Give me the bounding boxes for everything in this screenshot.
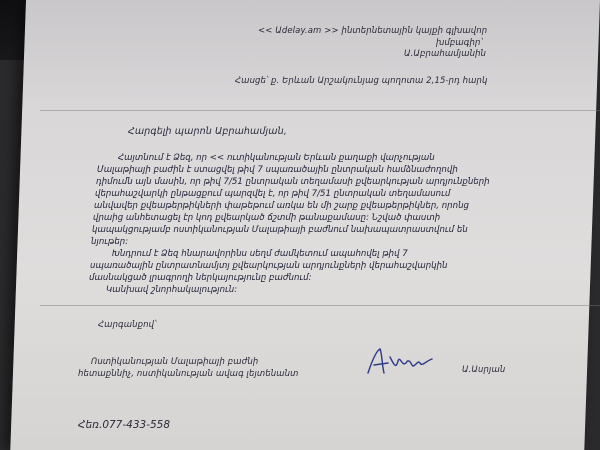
body-line: Կանխավ շնորհակալություն:	[106, 285, 238, 295]
body-line: Խնդրում է Ձեզ հնարավորինս սեղմ ժամկետում ապահովել թիվ 7	[112, 249, 408, 259]
addressee-line-1: << Աdelay.am >> ինտերնետային կայքի գլխավոր	[258, 26, 488, 36]
paper-fold-line	[40, 110, 600, 111]
signer-title-line-1: Ոստիկանության Մալաթիայի բաժնի	[91, 357, 259, 367]
addressee-line-2: խմբագիր՝	[436, 38, 483, 48]
closing: Հարգանքով՝	[98, 320, 157, 330]
body-line: Հայտնում է Ձեզ, որ << ուտիկանության Երևան քաղաքի վարչության	[118, 153, 435, 163]
address-line: Հասցե՝ ք. Երևան Արշակունյաց պողոտա 2,15-րդ հարկ	[235, 76, 488, 86]
signer-title-line-2: հետաքննիչ, ոստիկանության ավագ լեյտենանտ	[78, 369, 299, 379]
addressee-line-3: Ա.Աբրահամյանին	[404, 49, 487, 59]
body-line: Մալաթիայի բաժին է ստացվել թիվ 7 սպառածային ընտրական համձնաժողովի	[97, 165, 458, 175]
body-line: վերահաշվարկի ընթացքում պարզվել է, որ թիվ 7/51 ընտրական տեղամասում	[95, 189, 451, 199]
signer-name: Ա.Ասրյան	[462, 365, 506, 375]
paper-fold-line	[40, 305, 600, 306]
phone-number: Հեռ.077-433-558	[78, 419, 171, 431]
body-line: կապակցությամբ ոստիկանության Մալաթիայի բաժնում նախապատրաստվում են	[92, 225, 468, 235]
salutation: Հարգելի պարոն Աբրահամյան,	[128, 126, 287, 137]
body-line: դիմումն այն մասին, որ թիվ 7/51 ընտրական տեղամասի քվեարկության արդյունքների	[96, 177, 490, 187]
body-line: սպառածային ընտրատնամյտյ քվեարկության արդյունքների վերահաշվարկին	[90, 261, 448, 271]
body-line: վրաից անհետացել էր կոդ քվեարկած ճշտմի թանաքամասը: Նշված փաստի	[93, 213, 441, 223]
body-line: անվավեր քվեաթերթիկների փաթեթում առկա են մի շարք քվեաթերթիկներ, որոնց	[94, 201, 469, 211]
signature-image	[362, 343, 442, 383]
body-line: նյութեր:	[91, 237, 129, 247]
body-line: մասնակցած լրագրողի ներկայությունը բաժնում:	[89, 273, 312, 283]
